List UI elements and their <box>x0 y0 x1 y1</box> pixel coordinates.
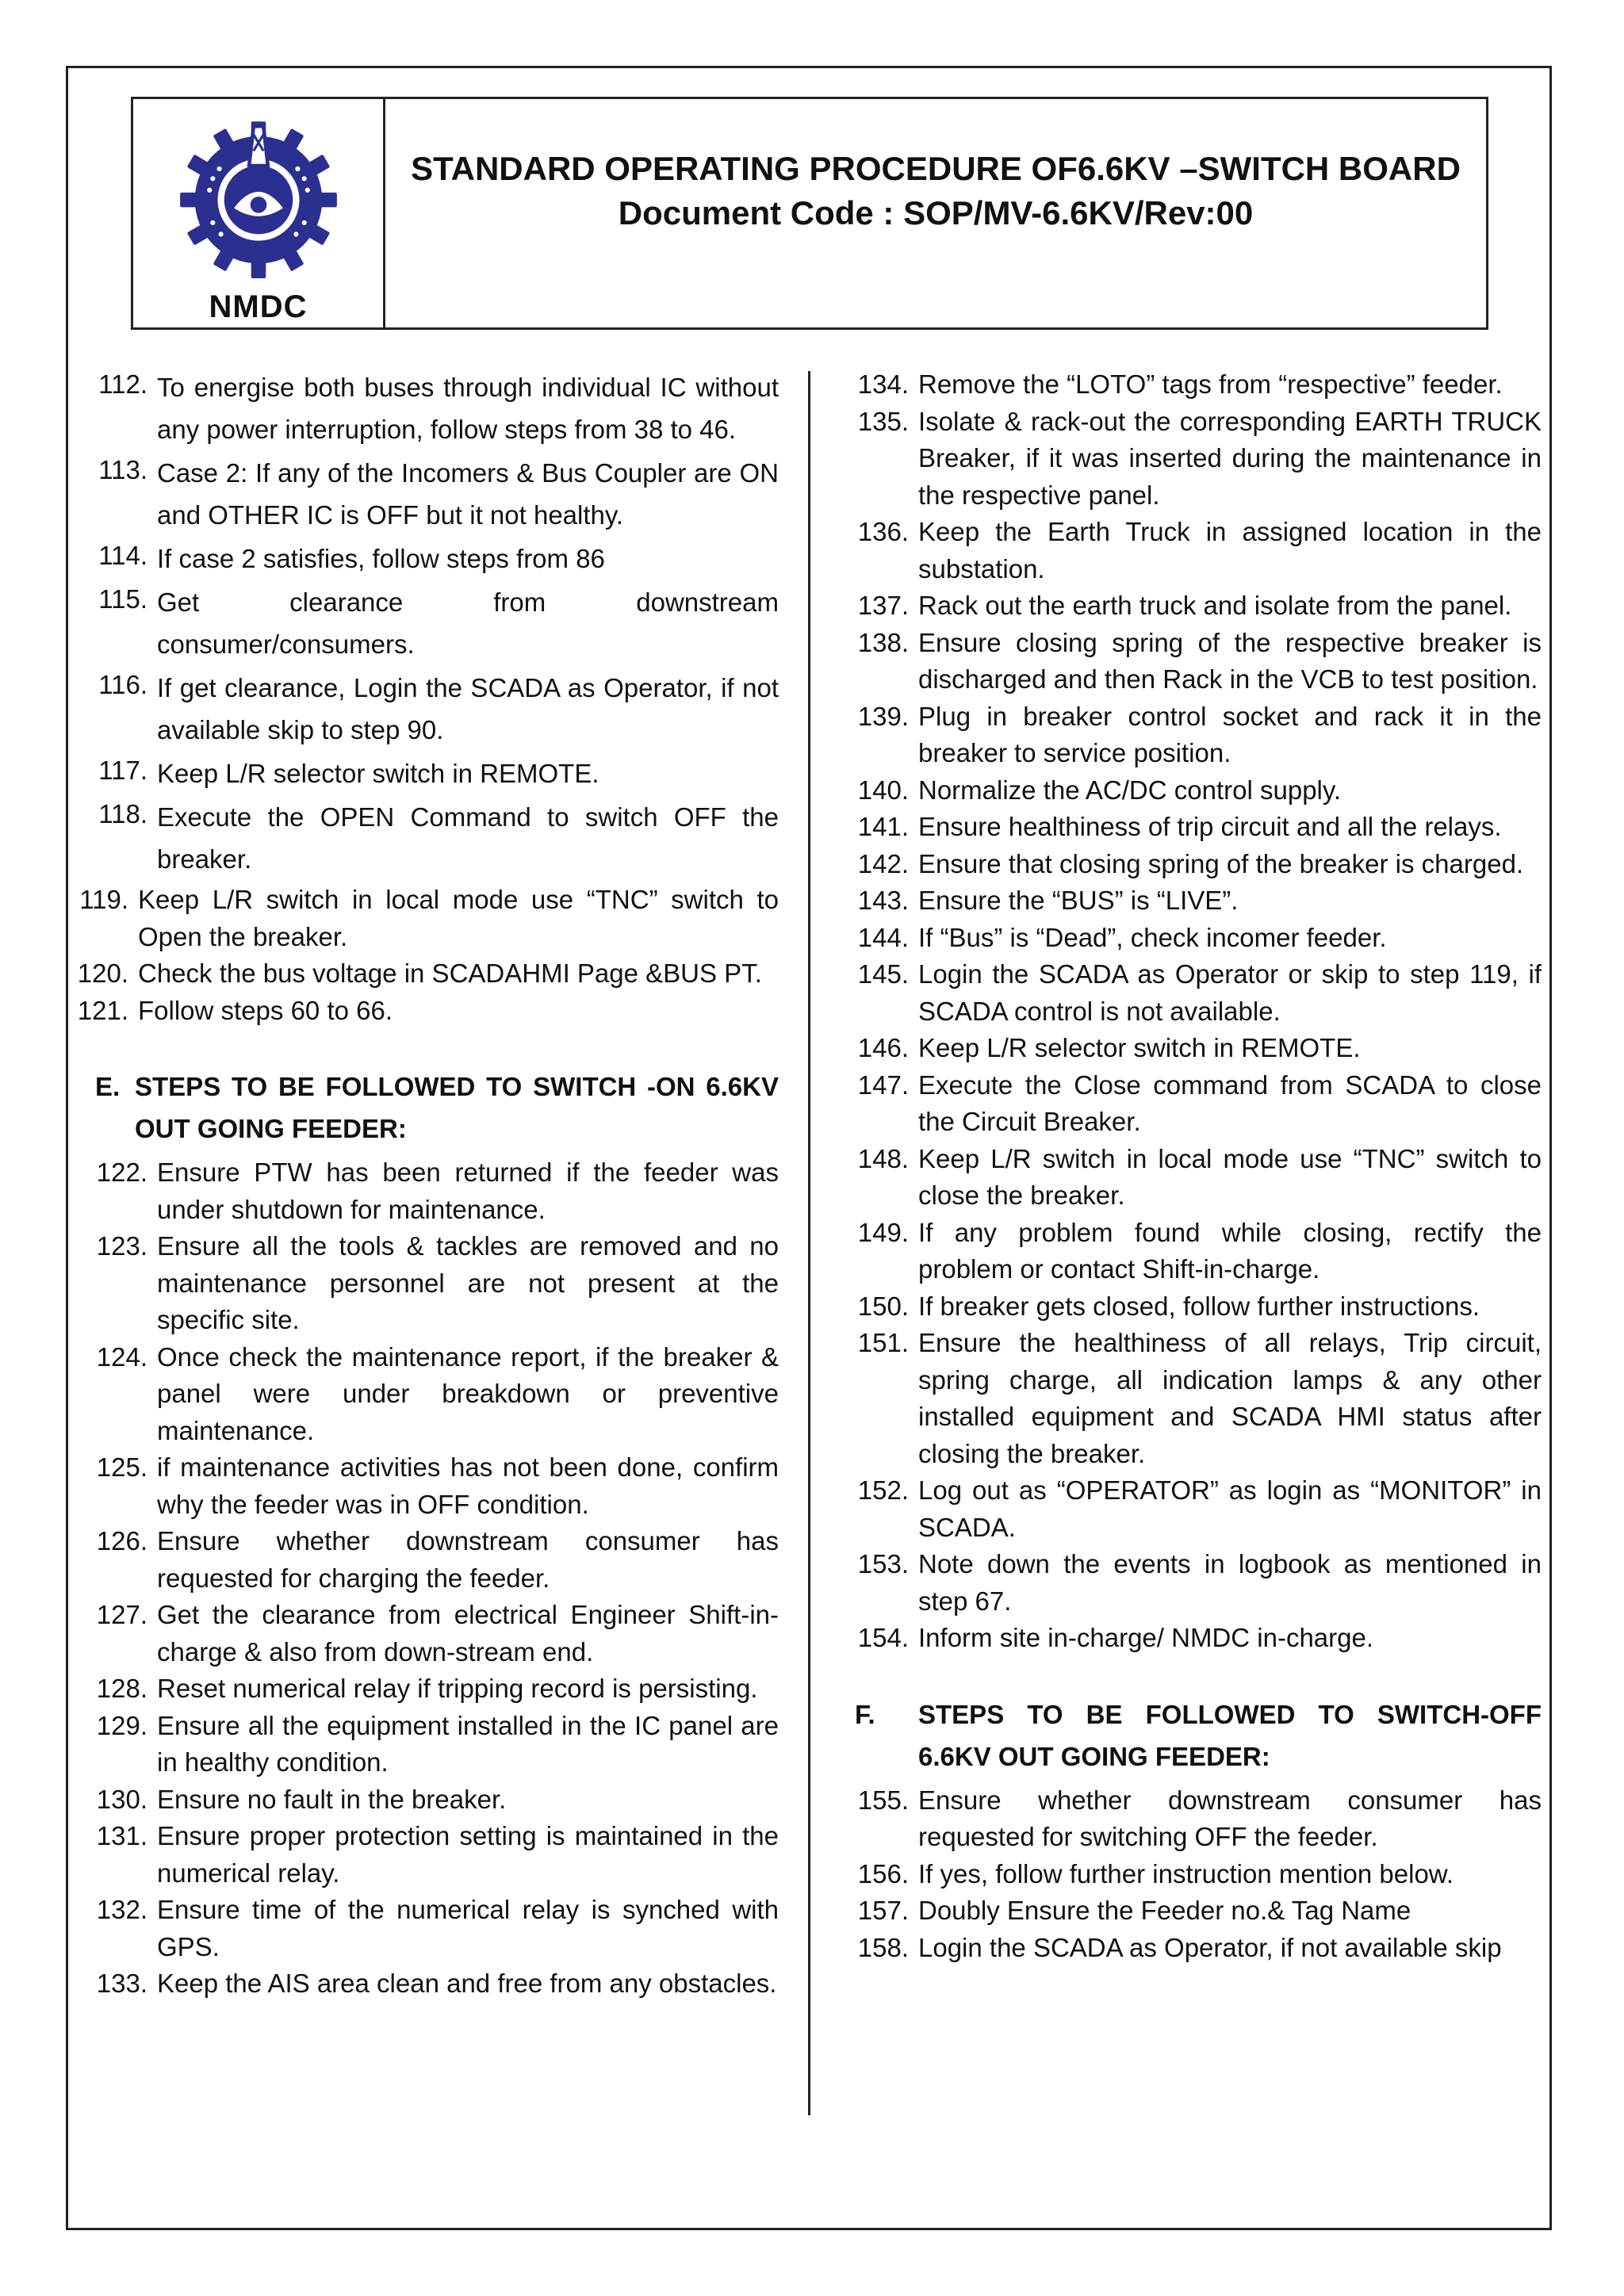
item-number: 151. <box>857 1328 909 1357</box>
list-item <box>76 538 779 580</box>
list-item <box>850 366 1542 404</box>
item-number: 131. <box>96 1821 147 1850</box>
item-number: 152. <box>857 1475 909 1505</box>
item-text: Get the clearance from electrical Engineer Shift-in-charge & also from down-stream end. <box>157 1600 779 1667</box>
item-text: Ensure all the equipment installed in the IC panel are in healthy condition. <box>157 1710 779 1777</box>
item-text: Keep L/R switch in local mode use “TNC” switch to close the breaker. <box>918 1143 1542 1210</box>
list-item <box>850 956 1542 1030</box>
right-column <box>850 366 1542 1966</box>
list-item <box>76 1708 779 1781</box>
document-code: Document Code : SOP/MV-6.6KV/Rev:00 <box>618 194 1254 232</box>
logo-label: NMDC <box>209 289 308 324</box>
list-item <box>76 1818 779 1892</box>
item-text: Plug in breaker control socket and rack it in the breaker to service position. <box>918 701 1542 767</box>
list-item <box>850 1215 1542 1288</box>
list-item <box>850 625 1542 698</box>
item-text: Keep L/R switch in local mode use “TNC” switch to Open the breaker. <box>138 885 779 951</box>
list-item <box>76 1670 779 1708</box>
title-cell <box>385 99 1486 327</box>
list-item <box>850 809 1542 846</box>
list-item <box>850 1141 1542 1215</box>
item-text: Ensure closing spring of the respective breaker is discharged and then Rack in the VCB to test position. <box>918 627 1542 694</box>
item-text: To energise both buses through individual IC without any power interruption, follow steps from 38 to 46. <box>157 373 779 444</box>
item-text: Ensure the “BUS” is “LIVE”. <box>918 886 1239 915</box>
list-item <box>850 1782 1542 1856</box>
item-number: 140. <box>857 775 909 805</box>
item-number: 125. <box>96 1452 147 1482</box>
list-item <box>76 1339 779 1450</box>
item-number: 126. <box>96 1526 147 1556</box>
item-text: Login the SCADA as Operator or skip to step 119, if SCADA control is not available. <box>918 959 1542 1026</box>
item-number: 130. <box>96 1784 147 1814</box>
item-number: 156. <box>857 1858 909 1888</box>
item-text: Reset numerical relay if tripping record is persisting. <box>157 1674 758 1703</box>
item-text: If “Bus” is “Dead”, check incomer feeder. <box>918 922 1387 952</box>
item-text: Execute the OPEN Command to switch OFF the breaker. <box>157 802 779 874</box>
item-text: Rack out the earth truck and isolate from the panel. <box>918 591 1512 620</box>
item-text: Ensure PTW has been returned if the feeder was under shutdown for maintenance. <box>157 1158 779 1224</box>
item-number: 122. <box>96 1158 147 1187</box>
item-number: 139. <box>857 701 909 731</box>
item-text: Remove the “LOTO” tags from “respective” feeder. <box>918 369 1503 399</box>
list-item <box>850 846 1542 883</box>
list-item <box>76 1781 779 1819</box>
list-item <box>76 1965 779 2003</box>
list-item <box>76 581 779 665</box>
item-text: Keep the AIS area clean and free from any obstacles. <box>157 1969 777 1998</box>
list-item <box>850 1856 1542 1893</box>
item-number: 150. <box>857 1291 909 1321</box>
list-item <box>850 920 1542 957</box>
list-item <box>850 1620 1542 1657</box>
list-item <box>76 1892 779 1965</box>
item-text: Log out as “OPERATOR” as login as “MONITOR” in SCADA. <box>918 1475 1542 1542</box>
item-number: 138. <box>857 627 909 657</box>
item-number: 129. <box>96 1710 147 1740</box>
item-number: 134. <box>857 369 909 399</box>
item-number: 149. <box>857 1217 909 1247</box>
list-item <box>850 1546 1542 1620</box>
item-number: 141. <box>857 812 909 841</box>
list-item <box>850 1067 1542 1141</box>
item-number: 146. <box>857 1033 909 1062</box>
item-number: 120. <box>77 959 128 988</box>
item-number: 116. <box>98 670 147 699</box>
list-item <box>76 1154 779 1228</box>
item-number: 137. <box>857 591 909 620</box>
list-item <box>850 1892 1542 1930</box>
item-number: 144. <box>857 922 909 952</box>
item-number: 115. <box>98 584 147 614</box>
list-item <box>76 667 779 751</box>
list-item <box>850 1930 1542 1967</box>
item-number: 153. <box>857 1549 909 1578</box>
item-number: 135. <box>857 406 909 436</box>
document-header <box>131 97 1488 330</box>
item-number: 123. <box>96 1231 147 1261</box>
item-number: 142. <box>857 848 909 878</box>
item-number: 121. <box>77 995 128 1025</box>
list-item <box>76 1228 779 1339</box>
list-item <box>76 882 779 955</box>
item-number: 112. <box>98 369 147 399</box>
item-number: 118. <box>98 799 147 828</box>
item-number: 127. <box>96 1600 147 1629</box>
item-number: 154. <box>857 1623 909 1652</box>
item-text: Check the bus voltage in SCADAHMI Page &BUS PT. <box>138 959 762 988</box>
item-text: Ensure whether downstream consumer has requested for charging the feeder. <box>157 1526 779 1593</box>
list-item <box>850 882 1542 920</box>
item-number: 136. <box>857 517 909 546</box>
item-text: Ensure proper protection setting is maintained in the numerical relay. <box>157 1821 779 1888</box>
item-text: Case 2: If any of the Incomers & Bus Coupler are ON and OTHER IC is OFF but it not healthy. <box>157 458 779 530</box>
item-text: Doubly Ensure the Feeder no.& Tag Name <box>918 1896 1411 1925</box>
item-text: Normalize the AC/DC control supply. <box>918 775 1342 805</box>
item-number: 143. <box>857 886 909 915</box>
item-text: Keep L/R selector switch in REMOTE. <box>918 1033 1361 1062</box>
list-item <box>76 993 779 1030</box>
item-text: If case 2 satisfies, follow steps from 86 <box>157 544 605 573</box>
item-text: Ensure whether downstream consumer has requested for switching OFF the feeder. <box>918 1785 1542 1851</box>
item-number: 124. <box>96 1341 147 1372</box>
item-text: If get clearance, Login the SCADA as Operator, if not available skip to step 90. <box>157 673 779 744</box>
item-number: 148. <box>857 1143 909 1173</box>
item-text: Login the SCADA as Operator, if not available skip <box>918 1932 1502 1962</box>
list-item <box>850 698 1542 772</box>
item-text: Ensure time of the numerical relay is synched with GPS. <box>157 1895 779 1961</box>
item-text: Get clearance from downstream consumer/consumers. <box>157 587 779 659</box>
item-number: 119. <box>79 885 128 914</box>
item-number: 133. <box>96 1969 147 1998</box>
section-f-heading <box>850 1693 1542 1777</box>
list-item <box>850 404 1542 515</box>
item-number: 158. <box>857 1932 909 1962</box>
section-letter: E. <box>95 1072 121 1101</box>
list-item <box>850 587 1542 625</box>
item-number: 114. <box>98 541 147 570</box>
item-text: Follow steps 60 to 66. <box>138 995 393 1025</box>
list-item <box>76 752 779 794</box>
item-text: If any problem found while closing, rectify the problem or contact Shift-in-charge. <box>918 1217 1542 1284</box>
logo-cell <box>133 99 385 327</box>
item-number: 128. <box>96 1674 147 1703</box>
column-divider <box>808 371 810 2115</box>
list-item <box>76 796 779 880</box>
item-number: 155. <box>857 1785 909 1815</box>
list-item <box>76 1523 779 1597</box>
item-number: 113. <box>98 455 147 484</box>
item-text: Inform site in-charge/ NMDC in-charge. <box>918 1623 1374 1652</box>
item-text: Once check the maintenance report, if the breaker & panel were under breakdown or preventive maintenance. <box>157 1341 779 1445</box>
document-title: STANDARD OPERATING PROCEDURE OF6.6KV –SWITCH BOARD <box>411 150 1461 187</box>
list-item <box>76 452 779 536</box>
list-item <box>850 1472 1542 1546</box>
item-text: if maintenance activities has not been done, confirm why the feeder was in OFF condition. <box>157 1452 779 1519</box>
item-number: 157. <box>857 1896 909 1925</box>
list-item <box>76 955 779 993</box>
section-title: STEPS TO BE FOLLOWED TO SWITCH-OFF 6.6KV OUT GOING FEEDER: <box>918 1699 1542 1771</box>
item-text: Ensure no fault in the breaker. <box>157 1784 507 1814</box>
item-text: Ensure the healthiness of all relays, Trip circuit, spring charge, all indication lamps & any other installed equipment and SCADA HMI status after closing the breaker. <box>918 1328 1542 1468</box>
section-title: STEPS TO BE FOLLOWED TO SWITCH -ON 6.6KV OUT GOING FEEDER: <box>135 1072 779 1143</box>
list-item <box>76 1597 779 1670</box>
item-text: Keep the Earth Truck in assigned location in the substation. <box>918 517 1542 584</box>
list-item <box>76 1449 779 1523</box>
nmdc-logo-icon <box>177 115 340 278</box>
left-column <box>76 366 779 2003</box>
item-text: If yes, follow further instruction mention below. <box>918 1858 1454 1888</box>
item-number: 117. <box>98 756 147 785</box>
item-text: Note down the events in logbook as mentioned in step 67. <box>918 1549 1542 1616</box>
item-text: Isolate & rack-out the corresponding EARTH TRUCK Breaker, if it was inserted during the maintenance in the respective panel. <box>918 406 1542 510</box>
list-item <box>850 514 1542 587</box>
item-number: 132. <box>96 1895 147 1924</box>
item-text: If breaker gets closed, follow further instructions. <box>918 1291 1480 1321</box>
list-item <box>76 366 779 450</box>
item-text: Ensure that closing spring of the breaker is charged. <box>918 848 1524 878</box>
item-text: Keep L/R selector switch in REMOTE. <box>157 759 599 788</box>
list-item <box>850 772 1542 809</box>
item-text: Ensure healthiness of trip circuit and all the relays. <box>918 812 1502 841</box>
item-text: Ensure all the tools & tackles are removed and no maintenance personnel are not present at the specific site. <box>157 1231 779 1334</box>
item-number: 147. <box>857 1070 909 1100</box>
section-letter: F. <box>855 1699 875 1729</box>
item-text: Execute the Close command from SCADA to close the Circuit Breaker. <box>918 1070 1542 1136</box>
list-item <box>850 1325 1542 1472</box>
list-item <box>850 1288 1542 1326</box>
list-item <box>850 1030 1542 1067</box>
item-number: 145. <box>857 959 909 989</box>
section-e-heading <box>76 1066 779 1150</box>
